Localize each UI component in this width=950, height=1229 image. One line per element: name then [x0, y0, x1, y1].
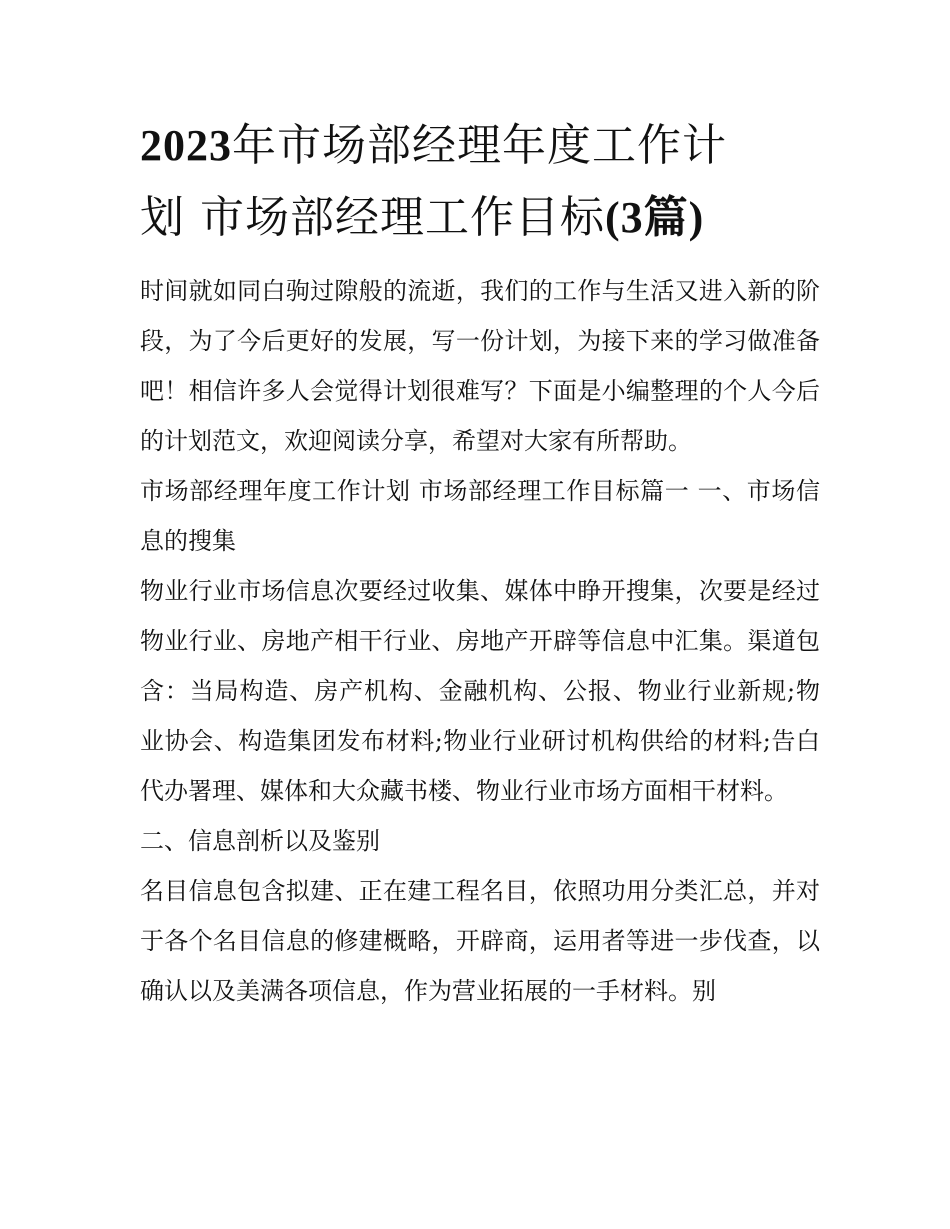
document-page [140, 110, 820, 1016]
title-line2 [140, 182, 820, 254]
title-line1-text: 年市场部经理年度工作计 [232, 120, 727, 171]
title-line2-text: 划 市场部经理工作目标 [140, 192, 605, 243]
intro-paragraph: 时间就如同白驹过隙般的流逝，我们的工作与生活又进入新的阶段，为了今后更好的发展，写一份计划，为接下来的学习做准备吧！相信许多人会觉得计划很难写？下面是小编整理的个人今后的计划范文，欢迎阅读分享，希望对大家有所帮助。 [140, 277, 820, 455]
document-title [140, 110, 820, 254]
title-year: 2023 [140, 121, 232, 170]
market-info-paragraph: 物业行业市场信息次要经过收集、媒体中睁开搜集，次要是经过物业行业、房地产相干行业、房地产开辟等信息中汇集。渠道包含：当局构造、房产机构、金融机构、公报、物业行业新规;物业协会、构造集团发布材料;物业行业研讨机构供给的材料;告白代办署理、媒体和大众藏书楼、物业行业市场方面相干材料。 [140, 577, 820, 805]
section-two-heading: 二、信息剖析以及鉴别 [140, 827, 380, 855]
title-count-tail: 篇) [643, 193, 705, 242]
section-one-heading: 市场部经理年度工作计划 市场部经理工作目标篇一 一、市场信息的搜集 [140, 477, 820, 555]
title-count: (3 [605, 193, 644, 242]
project-info-paragraph: 名目信息包含拟建、正在建工程名目，依照功用分类汇总，并对于各个名目信息的修建概略，开辟商，运用者等进一步伐查，以确认以及美满各项信息，作为营业拓展的一手材料。别 [140, 877, 820, 1005]
document-body [140, 266, 820, 1016]
